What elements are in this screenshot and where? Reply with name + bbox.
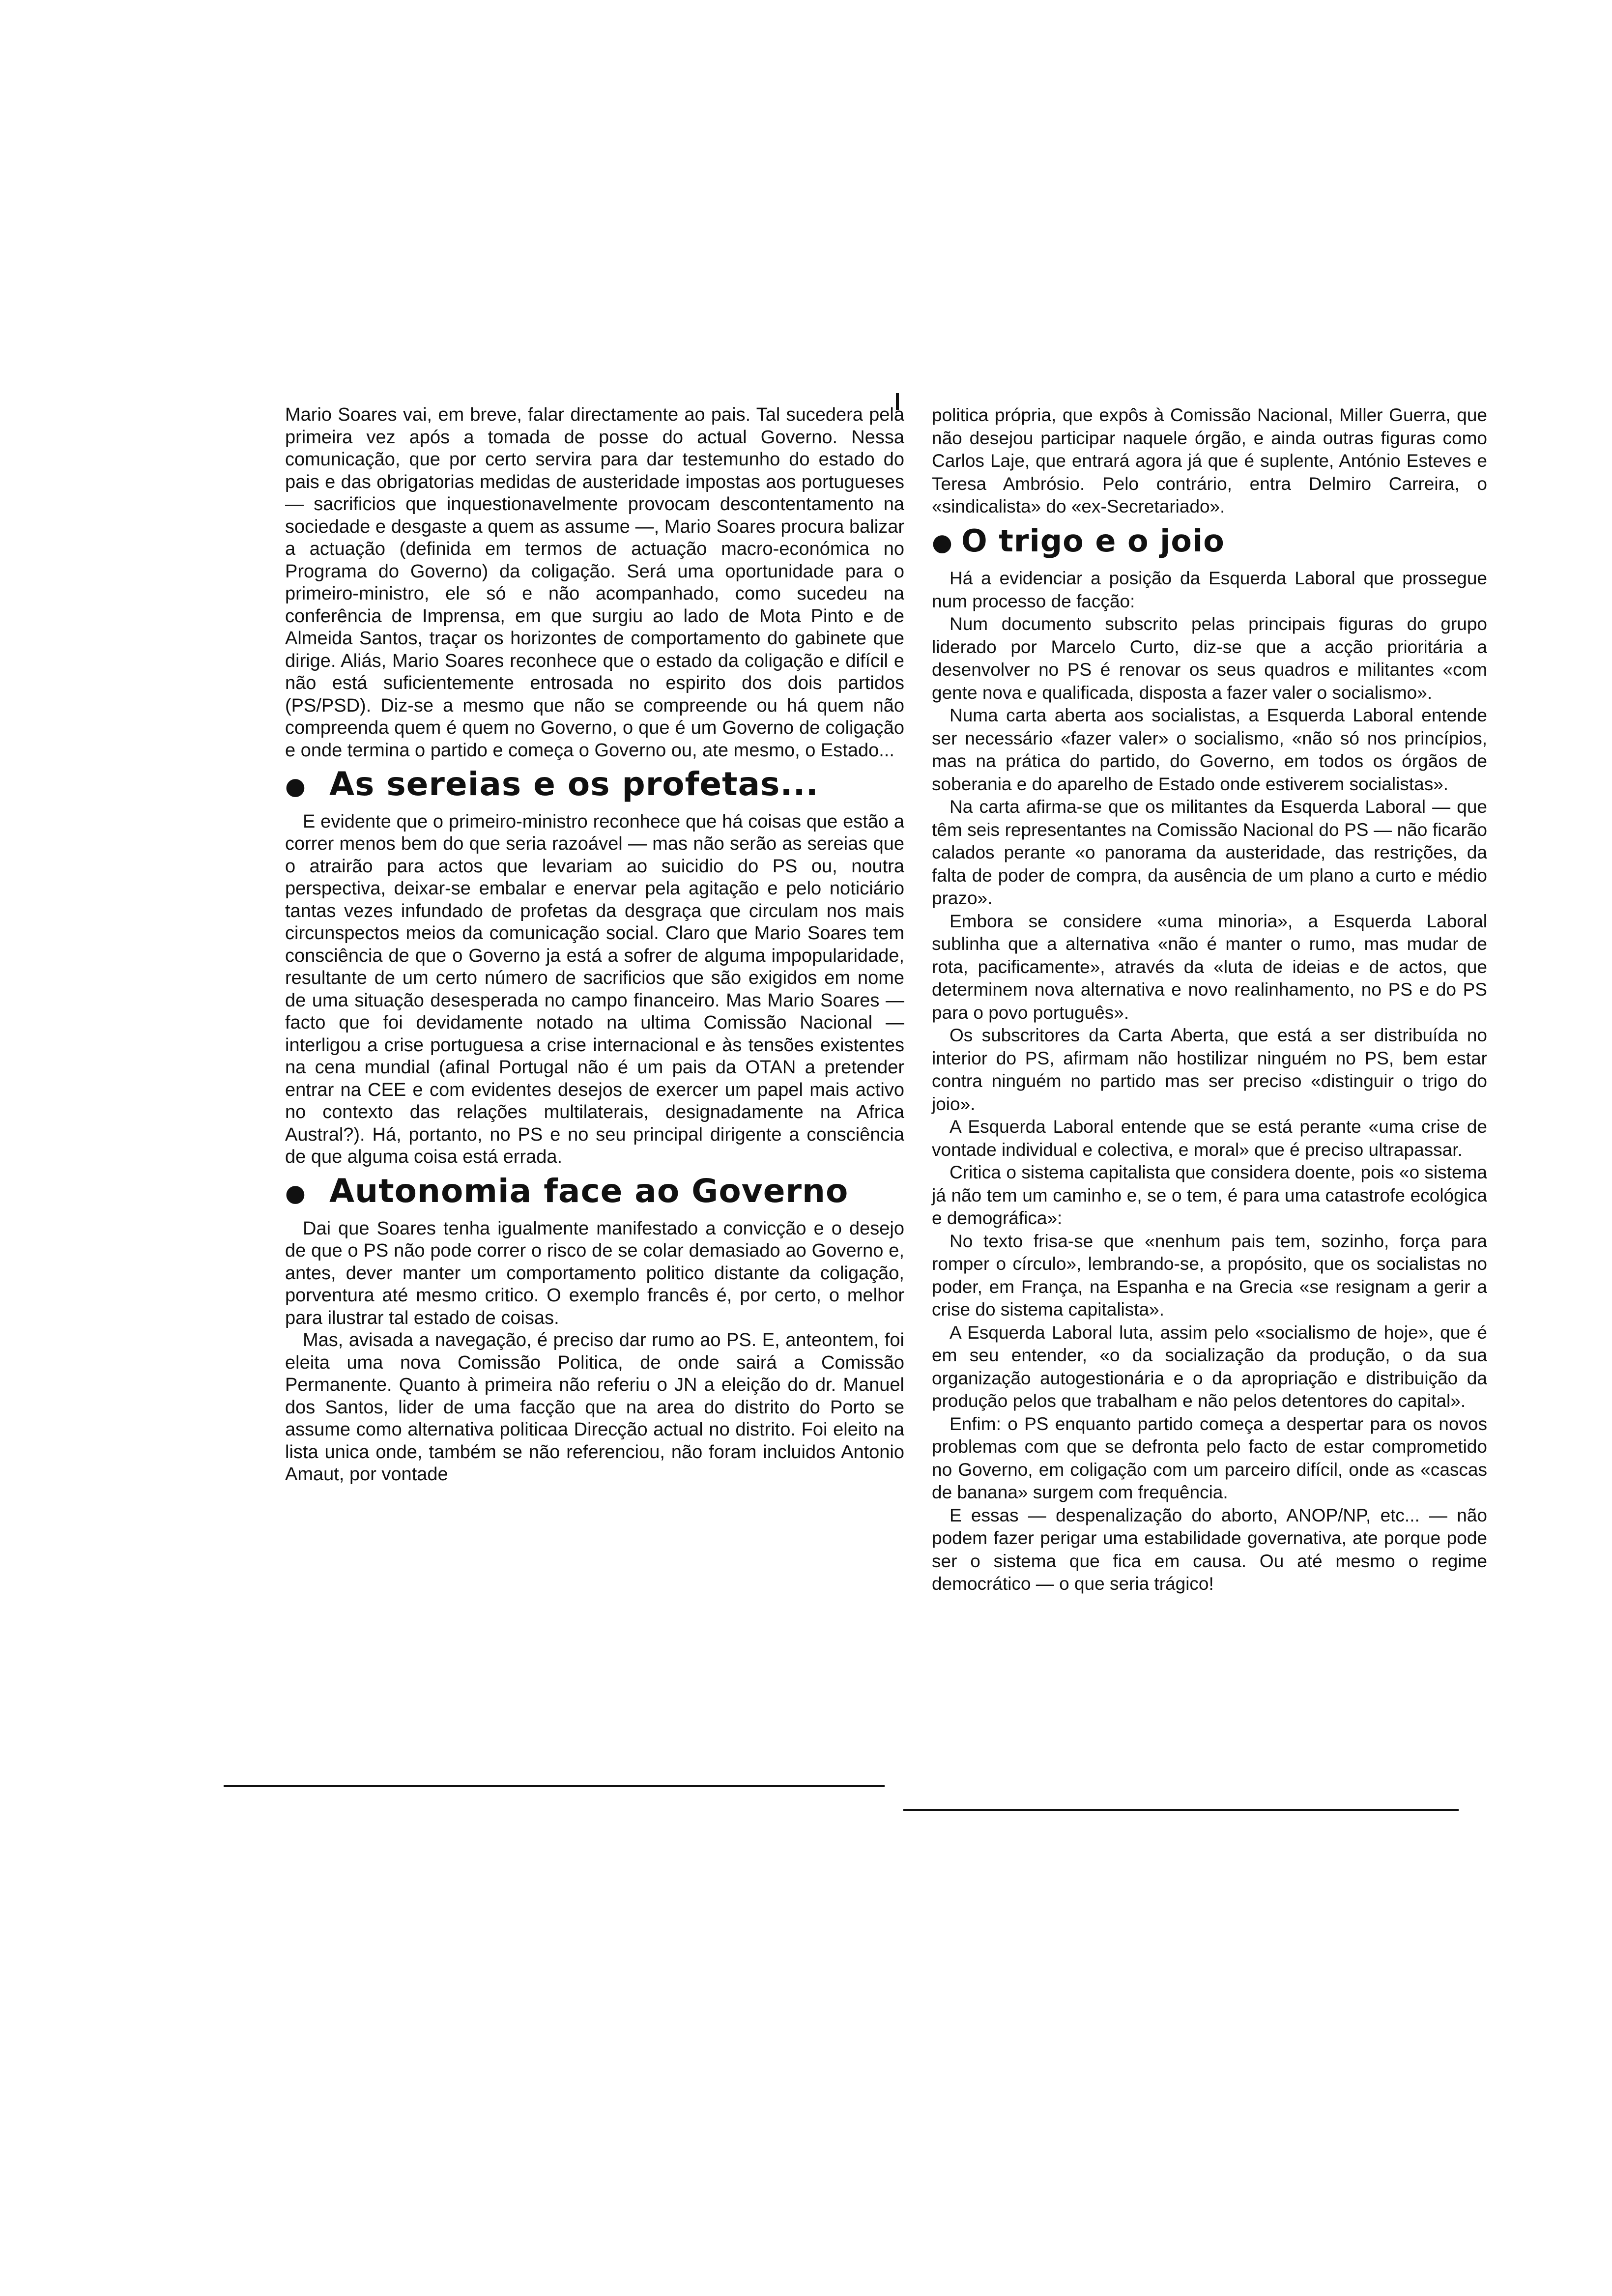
body-paragraph: Mas, avisada a navegação, é preciso dar rumo ao PS. E, anteontem, foi eleita uma nova Comissão Politica, de onde sairá a Comissão Permanente. Quanto à primeira não referiu o JN a eleição do dr. Manuel dos Santos, lider de uma facção que na area do distrito do Porto se assume como alternativa politicaa Direcção actual no distrito. Foi eleito na lista unica onde, também se não referenciou, não foram incluidos Antonio Amaut, por vontade [285,1330,904,1485]
body-paragraph: Dai que Soares tenha igualmente manifestado a convicção e o desejo de que o PS não pode correr o risco de se colar demasiado ao Governo e, antes, dever manter um comportamento politico distante da coligação, porventura até mesmo critico. O exemplo francês é, por certo, o melhor para ilustrar tal estado de coisas. [285,1218,904,1328]
bullet-icon: ● [932,529,953,557]
body-paragraph: No texto frisa-se que «nenhum pais tem, sozinho, força para romper o círculo», lembrando-se, a propósito, que os socialistas no poder, em França, na Espanha e na Grecia «se resignam a gerir a crise do sistema capitalista». [932,1231,1487,1320]
body-paragraph: E essas — despenalização do aborto, ANOP/NP, etc... — não podem fazer perigar uma estabilidade governativa, ate porque pode ser o sistema que fica em causa. Ou até mesmo o regime democrático — o que seria trágico! [932,1505,1487,1594]
column-end-rule [903,1809,1459,1811]
heading-text: Autonomia face ao Governo [329,1172,849,1210]
bullet-icon: ● [285,772,306,800]
right-column [932,404,1487,1596]
section-heading [932,523,1487,561]
body-paragraph: Num documento subscrito pelas principais figuras do grupo liderado por Marcelo Curto, diz-se que a acção prioritária a desenvolver no PS é renovar os seus quadros e militantes «com gente nova e qualificada, disposta a fazer valer o socialismo». [932,614,1487,703]
heading-text: O trigo e o joio [961,522,1225,559]
body-paragraph: Há a evidenciar a posição da Esquerda Laboral que prossegue num processo de facção: [932,568,1487,611]
body-paragraph: A Esquerda Laboral entende que se está perante «uma crise de vontade individual e colectiva, e moral» que é preciso ultrapassar. [932,1117,1487,1160]
intro-paragraph: politica própria, que expôs à Comissão Nacional, Miller Guerra, que não desejou participar naquele órgão, e ainda outras figuras como Carlos Laje, que entrará agora já que é suplente, António Esteves e Teresa Ambrósio. Pelo contrário, entra Delmiro Carreira, o «sindicalista» do «ex-Secretariado». [932,405,1487,517]
column-end-rule [224,1785,885,1787]
body-paragraph: Na carta afirma-se que os militantes da Esquerda Laboral — que têm seis representantes na Comissão Nacional do PS — não ficarão calados perante «o panorama da austeridade, das restrições, da falta de poder de compra, da ausência de um plano a curto e médio prazo». [932,797,1487,909]
body-paragraph: Numa carta aberta aos socialistas, a Esquerda Laboral entende ser necessário «fazer valer» o socialismo, «não só nos princípios, mas na prática do partido, do Governo, em todos os órgãos de soberania e do aparelho de Estado onde estiverem socialistas». [932,705,1487,794]
section-heading [285,1174,904,1211]
body-paragraph: E evidente que o primeiro-ministro reconhece que há coisas que estão a correr menos bem do que seria razoável — mas não serão as sereias que o atrairão para actos que levariam ao suicidio do PS ou, noutra perspectiva, deixar-se embalar e enervar pela agitação e pelo noticiário tantas vezes infundado de profetas da desgraça que circulam nos mais circunspectos meios da comunicação social. Claro que Mario Soares tem consciência de que o Governo ja está a sofrer de alguma impopularidade, resultante de um certo número de sacrificios que são exigidos em nome de uma situação desesperada no campo financeiro. Mas Mario Soares — facto que foi devidamente notado na ultima Comissão Nacional — interligou a crise portuguesa a crise internacional e às tensões existentes na cena mundial (afinal Portugal não é um pais da OTAN a pretender entrar na CEE e com evidentes desejos de exercer um papel mais activo no contexto das relações multilaterais, designadamente na Africa Austral?). Há, portanto, no PS e no seu principal dirigente a consciência de que alguma coisa está errada. [285,811,904,1168]
left-column [285,404,904,1486]
body-paragraph: Enfim: o PS enquanto partido começa a despertar para os novos problemas com que se defronta pelo facto de estar comprometido no Governo, em coligação com um parceiro difícil, onde as «cascas de banana» surgem com frequência. [932,1413,1487,1503]
intro-paragraph: Mario Soares vai, em breve, falar directamente ao pais. Tal sucedera pela primeira vez após a tomada de posse do actual Governo. Nessa comunicação, que por certo servira para dar testemunho do estado do pais e das obrigatorias medidas de austeridade impostas aos portugueses — sacrificios que inquestionavelmente provocam descontentamento na sociedade e desgaste a quem as assume —, Mario Soares procura balizar a actuação (definida em termos de actuação macro-económica no Programa do Governo) da coligação. Será uma oportunidade para o primeiro-ministro, ele só e não acompanhado, como sucedeu na conferência de Imprensa, em que surgiu ao lado de Mota Pinto e de Almeida Santos, traçar os horizontes de comportamento do gabinete que dirige. Aliás, Mario Soares reconhece que o estado da coligação e difícil e não está suficientemente entrosada no espirito dos dois partidos (PS/PSD). Diz-se a mesmo que não se compreende ou há quem não compreenda quem é quem no Governo, o que é um Governo de coligação e onde termina o partido e começa o Governo ou, ate mesmo, o Estado... [285,404,904,761]
body-paragraph: Os subscritores da Carta Aberta, que está a ser distribuída no interior do PS, afirmam não hostilizar ninguém no PS, bem estar contra ninguém no partido mas ser preciso «distinguir o trigo do joio». [932,1025,1487,1114]
body-paragraph: Critica o sistema capitalista que considera doente, pois «o sistema já não tem um caminho e, se o tem, é para uma catastrofe ecológica e demográfica»: [932,1162,1487,1229]
body-paragraph: A Esquerda Laboral luta, assim pelo «socialismo de hoje», que é em seu entender, «o da socialização da produção, o da sua organização autogestionária e o da apropriação e distribuição da produção pelos que trabalham e não pelos detentores do capital». [932,1322,1487,1411]
body-paragraph: Embora se considere «uma minoria», a Esquerda Laboral sublinha que a alternativa «não é manter o rumo, mas mudar de rota, pacificamente», através da «luta de ideias e de actos, que determinem nova alternativa e novo realinhamento, no PS e do PS para o povo português». [932,911,1487,1023]
heading-text: As sereias e os profetas... [329,765,819,803]
bullet-icon: ● [285,1179,306,1207]
section-heading [285,767,904,804]
